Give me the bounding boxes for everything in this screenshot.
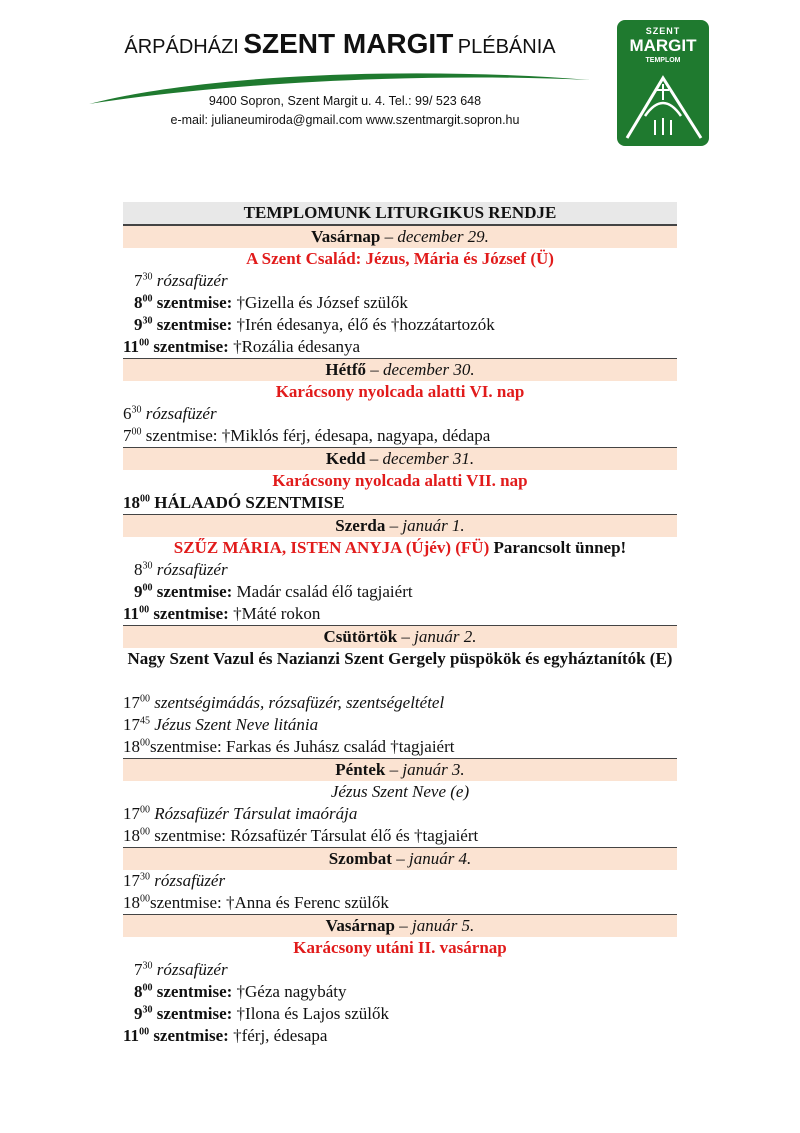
schedule-item: $9^{00}$ szentmise: Madár család élő tagjaiért: [134, 582, 413, 601]
contact-line: e-mail: julianeumiroda@gmail.com www.szentmargit.sopron.hu: [170, 113, 520, 127]
liturgical-schedule: [123, 202, 677, 1047]
schedule-item: $6^{30}$ rózsafüzér: [123, 404, 217, 423]
schedule-item: $9^{30}$ szentmise: †Irén édesanya, élő és †hozzátartozók: [134, 315, 495, 334]
feast-title: A Szent Család: Jézus, Mária és József (Ü): [246, 249, 554, 268]
title-suffix: PLÉBÁNIA: [457, 36, 556, 58]
logo-line3: TEMPLOM: [645, 57, 681, 64]
logo-line2: MARGIT: [629, 36, 697, 55]
schedule-item: $8^{00}$ szentmise: †Géza nagybáty: [134, 982, 347, 1001]
schedule-item: $11^{00}$ szentmise: †Máté rokon: [123, 604, 321, 623]
schedule-item: $8^{00}$ szentmise: †Gizella és József szülők: [134, 293, 408, 312]
schedule-item: $17^{30}$ rózsafüzér: [123, 871, 226, 890]
address-line: 9400 Sopron, Szent Margit u. 4. Tel.: 99/ 523 648: [208, 94, 482, 108]
feast-title: Karácsony utáni II. vasárnap: [293, 938, 507, 957]
schedule-item: $8^{30}$ rózsafüzér: [134, 560, 228, 579]
day-date: – december 29.: [384, 227, 489, 246]
day-header: Péntek – január 3.: [123, 758, 677, 781]
day-header: [123, 225, 677, 248]
day-header: Szombat – január 4.: [123, 847, 677, 870]
schedule-item: $18^{00}$ szentmise: Rózsafüzér Társulat élő és †tagjaiért: [123, 826, 479, 845]
parish-title: [90, 28, 590, 60]
logo-line1: SZENT: [645, 26, 681, 36]
schedule-item: $11^{00}$ szentmise: †férj, édesapa: [123, 1026, 328, 1045]
schedule-item: $18^{00}$ HÁLAADÓ SZENTMISE: [123, 493, 345, 512]
feast-title: Karácsony nyolcada alatti VII. nap: [272, 471, 528, 490]
schedule-item: $7^{30}$ rózsafüzér: [134, 271, 228, 290]
title-prefix: ÁRPÁDHÁZI: [124, 36, 239, 58]
schedule-item: $7^{30}$ rózsafüzér: [134, 960, 228, 979]
day-name: Vasárnap: [311, 227, 381, 246]
church-logo: [617, 20, 709, 146]
day-header: Hétfő – december 30.: [123, 358, 677, 381]
schedule-item: $18^{00}szentmise$: †Anna és Ferenc szülők: [123, 893, 389, 912]
feast-note: Parancsolt ünnep!: [493, 538, 627, 557]
schedule-item: $17^{45}$ Jézus Szent Neve litánia: [123, 715, 319, 734]
day-header: Kedd – december 31.: [123, 447, 677, 470]
schedule-title: TEMPLOMUNK LITURGIKUS RENDJE: [123, 202, 677, 225]
schedule-item: $7^{00}$ szentmise: †Miklós férj, édesapa, nagyapa, dédapa: [123, 426, 491, 445]
schedule-item: $18^{00}szentmise$: Farkas és Juhász család †tagjaiért: [123, 737, 455, 756]
feast-title: Jézus Szent Neve (e): [330, 782, 470, 801]
schedule-item: $17^{00}$ Rózsafüzér Társulat imaórája: [123, 804, 358, 823]
feast-title: SZŰZ MÁRIA, ISTEN ANYJA (Újév) (FÜ) Parancsolt ünnep!: [173, 538, 627, 557]
church-icon: [617, 20, 709, 146]
day-header: Vasárnap – január 5.: [123, 914, 677, 937]
feast-title: Karácsony nyolcada alatti VI. nap: [275, 382, 525, 401]
schedule-item: $11^{00}$ szentmise: †Rozália édesanya: [123, 337, 361, 356]
schedule-item: $9^{30}$ szentmise: †Ilona és Lajos szülők: [134, 1004, 390, 1023]
schedule-item: $17^{00}$ szentségimádás, rózsafüzér, szentségeltétel: [123, 693, 445, 712]
title-main: SZENT MARGIT: [243, 28, 454, 59]
feast-title: Nagy Szent Vazul és Nazianzi Szent Gergely püspökök és egyháztanítók (E): [127, 649, 673, 668]
day-header: Csütörtök – január 2.: [123, 625, 677, 648]
day-header: Szerda – január 1.: [123, 514, 677, 537]
